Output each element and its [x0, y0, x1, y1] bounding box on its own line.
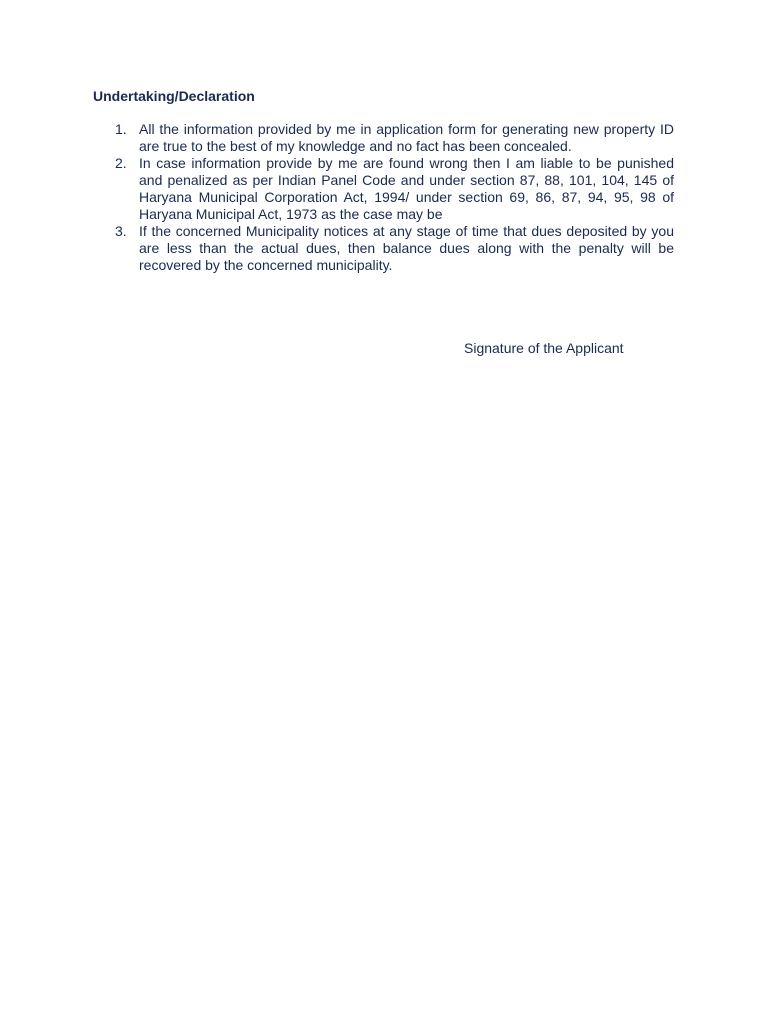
- item-text: If the concerned Municipality notices at any stage of time that dues deposited by you are less than the actual dues, then balance dues along with the penalty will be recovered by the concerned municipality.: [139, 223, 674, 273]
- declaration-item: [115, 155, 674, 223]
- item-text: All the information provided by me in application form for generating new property ID are true to the best of my knowledge and no fact has been concealed.: [139, 121, 674, 154]
- declaration-list: [115, 121, 674, 274]
- item-text: In case information provide by me are found wrong then I am liable to be punished and penalized as per Indian Panel Code and under section 87, 88, 101, 104, 145 of Haryana Municipal Corporation Act, 1994/ under section 69, 86, 87, 94, 95, 98 of Haryana Municipal Act, 1973 as the case may be: [139, 155, 674, 222]
- signature-label: Signature of the Applicant: [464, 340, 624, 356]
- item-number: 3.: [115, 223, 127, 239]
- item-number: 1.: [115, 121, 127, 137]
- item-number: 2.: [115, 155, 127, 171]
- declaration-item: [115, 121, 674, 155]
- declaration-heading: Undertaking/Declaration: [93, 88, 255, 104]
- declaration-item: [115, 223, 674, 274]
